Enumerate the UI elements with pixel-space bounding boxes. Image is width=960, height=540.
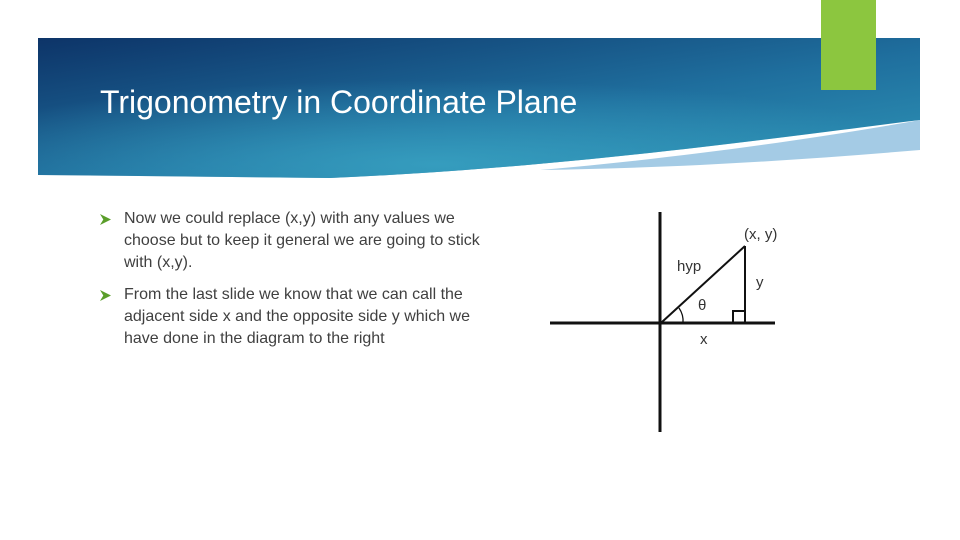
bullet-text: From the last slide we know that we can call the adjacent side x and the opposite side y which we have done in the diagram to the right	[124, 286, 470, 347]
bullet-text: Now we could replace (x,y) with any values we choose but to keep it general we are going to stick with (x,y).	[124, 210, 480, 271]
bullet-arrow-icon	[100, 214, 111, 225]
angle-arc	[679, 308, 683, 323]
bullet-list	[100, 208, 480, 360]
accent-bar	[821, 0, 876, 90]
bullet-item	[100, 208, 480, 274]
hyp-label: hyp	[677, 258, 702, 275]
adjacent-label: x	[700, 331, 708, 348]
diagram-drawing	[540, 200, 840, 440]
triangle-diagram	[540, 200, 840, 440]
bullet-arrow-icon	[100, 290, 111, 301]
right-angle-marker	[733, 311, 745, 323]
opposite-label: y	[756, 274, 764, 291]
point-label: (x, y)	[744, 226, 778, 243]
angle-label: θ	[698, 297, 707, 314]
bullet-item	[100, 284, 480, 350]
slide-title: Trigonometry in Coordinate Plane	[100, 84, 578, 120]
